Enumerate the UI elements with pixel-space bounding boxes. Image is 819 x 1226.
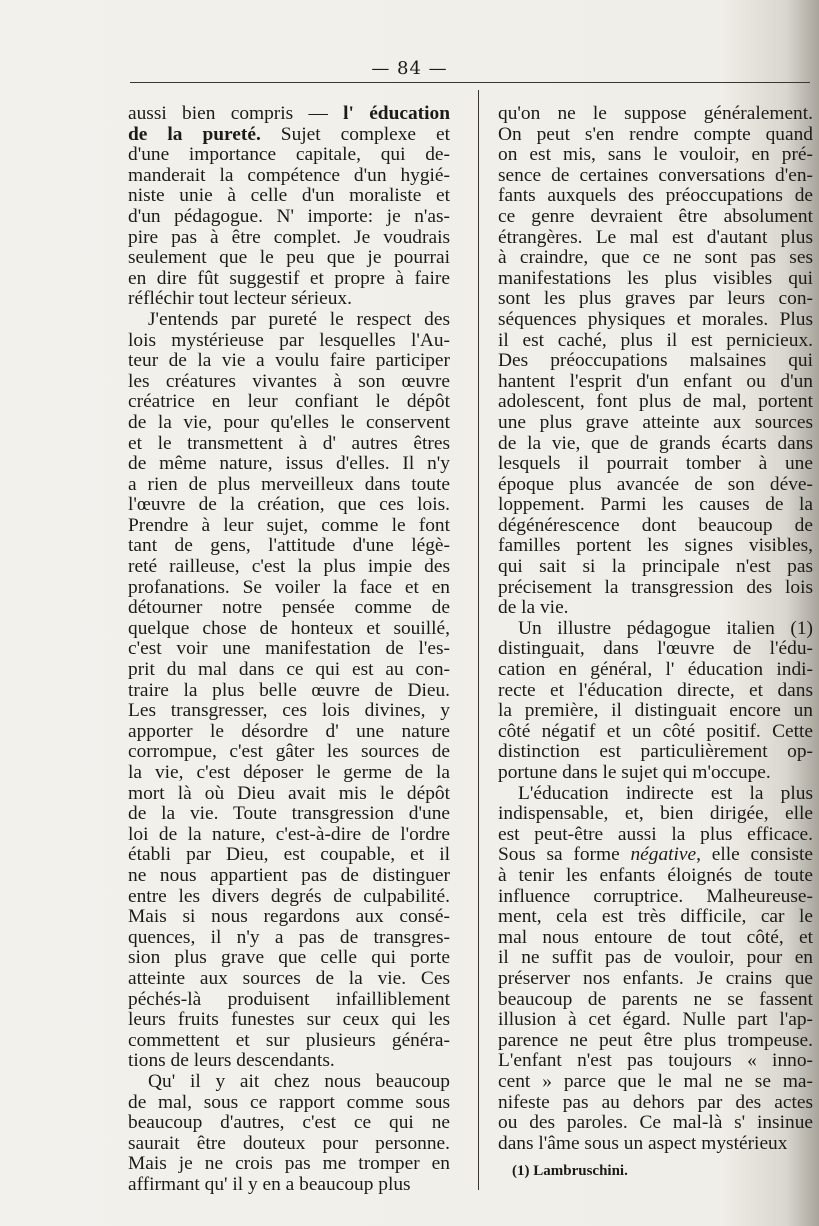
text-line: précisement la transgression des lois <box>498 576 813 598</box>
text-line: on est mis, sans le vouloir, en pré- <box>498 144 813 166</box>
text-line: c'est voir une manifestation de l'es- <box>128 638 450 660</box>
text-line: lois mystérieuse par lesquelles l'Au- <box>128 329 450 351</box>
text-line: époque plus avancée de son déve- <box>498 473 813 495</box>
text-line: loppement. Parmi les causes de la <box>498 494 813 516</box>
text-line: commettent et sur plusieurs généra- <box>128 1029 450 1051</box>
text-line: saurait être douteux pour personne. <box>128 1132 450 1154</box>
text-line: apporter le désordre d' une nature <box>128 720 450 742</box>
text-line: a rien de plus merveilleux dans toute <box>128 473 450 495</box>
text-line: profanations. Se voiler la face et en <box>128 576 450 598</box>
text-line: étrangères. Le mal est d'autant plus <box>498 226 813 248</box>
text-line: manifestations les plus visibles qui <box>498 267 813 289</box>
text-line: Des préoccupations malsaines qui <box>498 350 813 372</box>
text-line: Prendre à leur sujet, comme le font <box>128 514 450 536</box>
text-line: ou des paroles. Ce mal-là s' insinue <box>498 1112 813 1134</box>
text-line: adolescent, font plus de mal, portent <box>498 391 813 413</box>
text-line: hantent l'esprit d'un enfant ou d'un <box>498 370 813 392</box>
text-line: fants auxquels des préoccupations de <box>498 185 813 207</box>
text-line: cation en général, l' éducation indi- <box>498 659 813 681</box>
text-line: Qu' il y ait chez nous beaucoup <box>148 1070 450 1092</box>
text-line: Les transgresser, ces lois divines, y <box>128 700 450 722</box>
footnote: (1) Lambruschini. <box>512 1163 628 1179</box>
text-line: détourner notre pensée comme de <box>128 597 450 619</box>
text-line: en dire fût suggestif et propre à faire <box>128 267 450 289</box>
text-line: nifeste pas au dehors par des actes <box>498 1091 813 1113</box>
text-line: une plus grave atteinte aux sources <box>498 411 813 433</box>
text-line: créatrice en leur confiant le dépôt <box>128 391 450 413</box>
text-line: de même nature, issus d'elles. Il n'y <box>128 453 450 475</box>
text-line: L'éducation indirecte est la plus <box>518 782 813 804</box>
text-segment: négative <box>630 844 697 866</box>
text-line: qu'on ne le suppose généralement. <box>498 103 813 124</box>
text-line: ce genre devraient être absolument <box>498 205 813 227</box>
text-line: de la vie, que de grands écarts dans <box>498 432 813 454</box>
text-line: atteinte aux sources de la vie. Ces <box>128 967 450 989</box>
text-line: pire pas à être complet. Je voudrais <box>128 226 450 248</box>
column-divider <box>478 90 479 1190</box>
text-line: mal nous entoure de tout côté, et <box>498 926 813 948</box>
text-line: péchés-là produisent infailliblement <box>128 988 450 1010</box>
right-column <box>498 104 813 1154</box>
text-line: beaucoup d'autres, c'est ce qui ne <box>128 1112 450 1134</box>
text-line: teur de la vie a voulu faire participer <box>128 350 450 372</box>
text-line: il ne suffit pas de vouloir, pour en <box>498 947 813 969</box>
text-line: parence ne peut être plus trompeuse. <box>498 1029 813 1051</box>
text-line: l'œuvre de la création, que ces lois. <box>128 494 450 516</box>
text-line: cent » parce que le mal ne se ma- <box>498 1070 813 1092</box>
text-line: les créatures vivantes à son œuvre <box>128 370 450 392</box>
text-line: à tenir les enfants éloignés de toute <box>498 864 813 886</box>
text-line: illusion à cet égard. Nulle part l'ap- <box>498 1009 813 1031</box>
text-line: On peut s'en rendre compte quand <box>498 123 813 145</box>
text-line: ne nous appartient pas de distinguer <box>128 864 450 886</box>
text-line: quelque chose de honteux et souillé, <box>128 617 450 639</box>
text-line: reté railleuse, c'est la plus impie des <box>128 556 450 578</box>
text-line: loi de la nature, c'est-à-dire de l'ordre <box>128 823 450 845</box>
text-line: lesquels il pourrait tomber à une <box>498 453 813 475</box>
text-line: influence corruptrice. Malheureuse- <box>498 885 813 907</box>
text-line: ment, cela est très difficile, car le <box>498 906 813 928</box>
text-line: d'un pédagogue. N' importe: je n'as- <box>128 205 450 227</box>
text-line: L'enfant n'est pas toujours « inno- <box>498 1050 813 1072</box>
text-line: réfléchir tout lecteur sérieux. <box>128 288 352 310</box>
text-line: corrompue, c'est gâter les sources de <box>128 741 450 763</box>
text-line: de la vie. Toute transgression d'une <box>128 803 450 825</box>
text-line: il est caché, plus il est pernicieux. <box>498 329 813 351</box>
text-line: niste unie à celle d'un moraliste et <box>128 185 450 207</box>
text-line: seulement que le peu que je pourrai <box>128 247 450 269</box>
text-line: beaucoup de parents ne se fassent <box>498 988 813 1010</box>
text-segment: Sous sa forme <box>498 844 631 866</box>
text-line: préserver nos enfants. Je crains que <box>498 967 813 989</box>
text-line: Un illustre pédagogue italien (1) <box>518 617 813 639</box>
header-rule <box>130 82 810 83</box>
text-line: d'une importance capitale, qui de- <box>128 144 450 166</box>
text-line: distinguait, dans l'œuvre de l'édu- <box>498 638 813 660</box>
text-segment: de la pureté. <box>128 123 261 145</box>
text-line: établi par Dieu, est coupable, et il <box>128 844 450 866</box>
text-line: côté négatif et un côté positif. Cette <box>498 720 813 742</box>
text-line: à craindre, que ce ne sont pas ses <box>498 247 813 269</box>
text-segment: Sujet complexe et <box>260 123 450 145</box>
text-line <box>128 104 450 125</box>
text-line: familles portent les signes visibles, <box>498 535 813 557</box>
text-line: est peut-être aussi la plus efficace. <box>498 823 813 845</box>
text-line: dégénérescence dont beaucoup de <box>498 514 813 536</box>
text-line: de la vie, pour qu'elles le conservent <box>128 411 450 433</box>
text-line: et le transmettent à d' autres êtres <box>128 432 450 454</box>
text-line: distinction est particulièrement op- <box>498 741 813 763</box>
text-line: la vie, c'est déposer le germe de la <box>128 762 450 783</box>
text-line: de la vie. <box>498 597 569 619</box>
text-line: entre les divers degrés de culpabilité. <box>128 885 450 907</box>
text-line: de mal, sous ce rapport comme sous <box>128 1091 450 1113</box>
text-line: Mais si nous regardons aux consé- <box>128 906 450 928</box>
text-line <box>498 845 813 866</box>
text-line: indispensable, et, bien dirigée, elle <box>498 803 813 825</box>
text-line: manderait la compétence d'un hygié- <box>128 164 450 186</box>
text-line: J'entends par pureté le respect des <box>148 308 450 330</box>
text-line <box>128 125 450 146</box>
text-line: leurs fruits funestes sur ceux qui les <box>128 1009 450 1031</box>
text-line: quences, il n'y a pas de transgres- <box>128 926 450 948</box>
text-line: prit du mal dans ce qui est au con- <box>128 659 450 681</box>
text-line: Mais je ne crois pas me tromper en <box>128 1153 450 1175</box>
text-line: recte et l'éducation directe, et dans <box>498 679 813 701</box>
text-line: sence de certaines conversations d'en- <box>498 164 813 186</box>
left-column <box>128 104 450 1195</box>
text-line: dans l'âme sous un aspect mystérieux <box>498 1132 788 1154</box>
text-line: portune dans le sujet qui m'occupe. <box>498 762 771 783</box>
text-segment: l' éducation <box>343 103 450 124</box>
text-segment: aussi bien compris — <box>128 103 344 124</box>
text-line: sont les plus graves par leurs con- <box>498 288 813 310</box>
text-line: traire la plus belle œuvre de Dieu. <box>128 679 450 701</box>
text-line: séquences physiques et morales. Plus <box>498 308 813 330</box>
text-line: affirmant qu' il y en a beaucoup plus <box>128 1173 411 1195</box>
text-segment: , elle consiste <box>696 844 813 866</box>
text-line: tant de gens, l'attitude d'une légè- <box>128 535 450 557</box>
text-line: sion plus grave que celle qui porte <box>128 947 450 969</box>
text-line: mort là où Dieu avait mis le dépôt <box>128 782 450 804</box>
text-line: tions de leurs descendants. <box>128 1050 335 1072</box>
text-line: la première, il distinguait encore un <box>498 700 813 722</box>
text-line: qui sait si la principale n'est pas <box>498 556 813 578</box>
page-number: — 84 — <box>371 58 448 79</box>
